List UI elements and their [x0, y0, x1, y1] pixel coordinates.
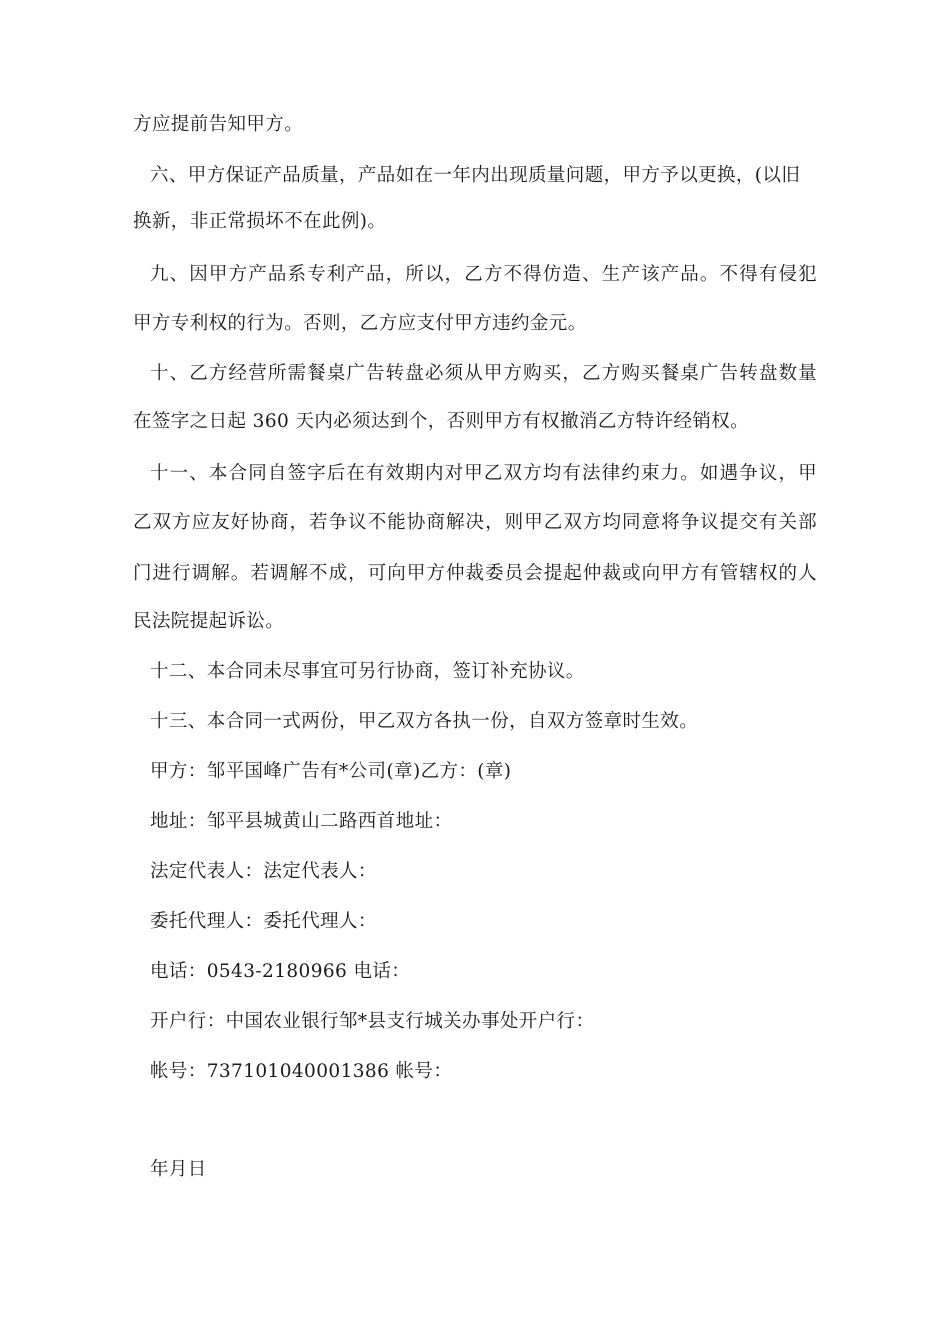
- clause-6-line-1: 六、甲方保证产品质量，产品如在一年内出现质量问题，甲方予以更换，(以旧: [150, 165, 801, 186]
- bank-line: 开户行：中国农业银行邹*县支行城关办事处开户行：: [150, 1011, 595, 1032]
- clause-11-line-3: 门进行调解。若调解不成，可向甲方仲裁委员会提起仲裁或向甲方有管辖权的人: [133, 563, 817, 584]
- legal-representative-line: 法定代表人：法定代表人：: [150, 861, 377, 882]
- clause-10-line-2: 在签字之日起 360 天内必须达到个，否则甲方有权撤消乙方特许经销权。: [133, 411, 750, 432]
- clause-13-line: 十三、本合同一式两份，甲乙双方各执一份，自双方签章时生效。: [150, 711, 699, 732]
- party-a-line: 甲方：邹平国峰广告有*公司(章)乙方：(章): [150, 761, 512, 782]
- clause-11-line-4: 民法院提起诉讼。: [133, 611, 285, 632]
- text-line: 方应提前告知甲方。: [133, 114, 304, 135]
- clause-11-line-2: 乙双方应友好协商，若争议不能协商解决，则甲乙双方均同意将争议提交有关部: [133, 512, 817, 533]
- authorized-agent-line: 委托代理人：委托代理人：: [150, 911, 377, 932]
- clause-9-line-1: 九、因甲方产品系专利产品，所以，乙方不得仿造、生产该产品。不得有侵犯: [150, 264, 817, 285]
- clause-10-line-1: 十、乙方经营所需餐桌广告转盘必须从甲方购买，乙方购买餐桌广告转盘数量: [150, 363, 817, 384]
- date-line: 年月日: [150, 1159, 207, 1180]
- account-line: 帐号：737101040001386 帐号：: [150, 1061, 453, 1082]
- address-line: 地址：邹平县城黄山二路西首地址：: [150, 811, 453, 832]
- phone-line: 电话：0543-2180966 电话：: [150, 961, 411, 982]
- clause-9-line-2: 甲方专利权的行为。否则，乙方应支付甲方违约金元。: [133, 313, 587, 334]
- clause-11-line-1: 十一、本合同自签字后在有效期内对甲乙双方均有法律约束力。如遇争议，甲: [150, 463, 817, 484]
- clause-12-line: 十二、本合同未尽事宜可另行协商，签订补充协议。: [150, 661, 585, 682]
- clause-6-line-2: 换新，非正常损坏不在此例)。: [133, 211, 387, 232]
